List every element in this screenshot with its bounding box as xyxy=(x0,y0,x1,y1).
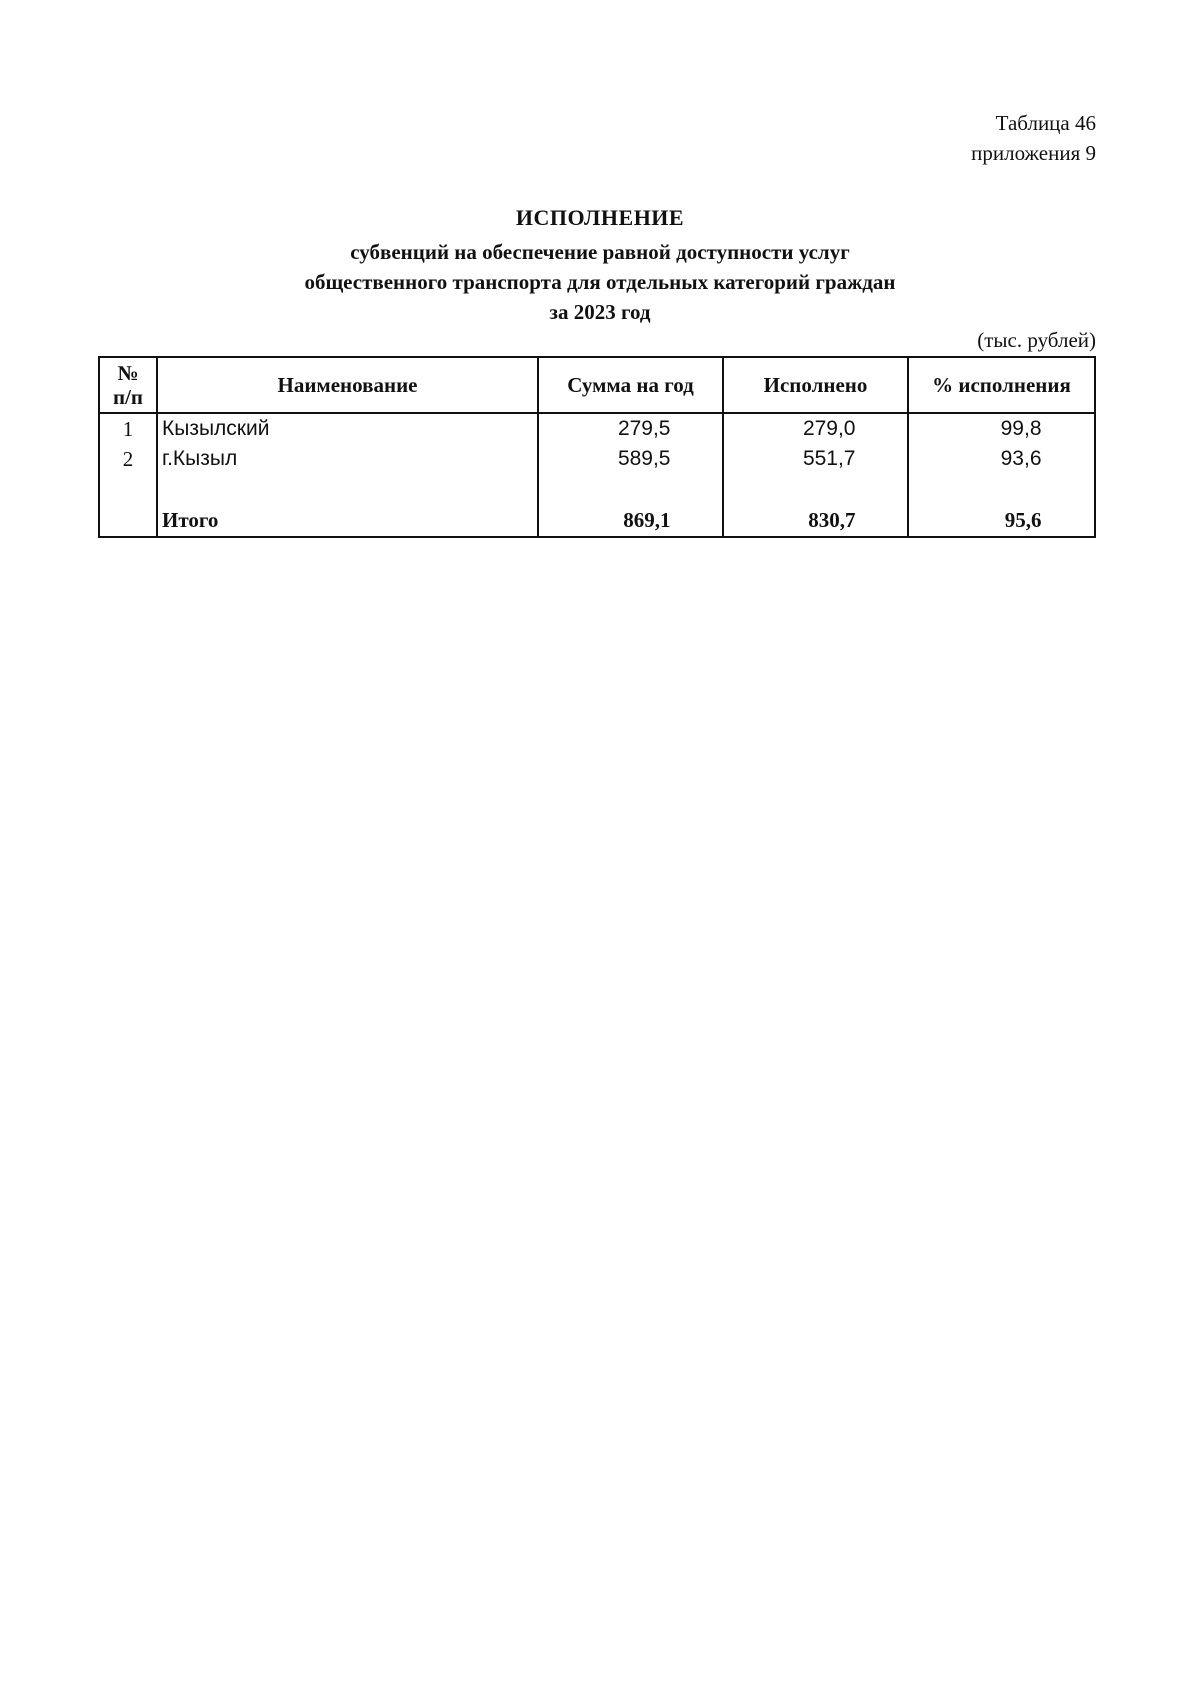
row-planned: 279,5 xyxy=(617,417,671,440)
table-reference xyxy=(971,108,1096,168)
row-number: 1 xyxy=(99,413,157,444)
row-percent-cell xyxy=(908,413,1095,444)
total-planned: 869,1 xyxy=(623,507,671,532)
row-planned-cell xyxy=(538,413,723,444)
total-percent-cell xyxy=(908,504,1095,537)
row-executed-cell xyxy=(723,444,908,474)
table-row xyxy=(99,413,1095,444)
table-spacer-row xyxy=(99,474,1095,504)
table-number: Таблица 46 xyxy=(995,111,1096,135)
title-line-2: общественного транспорта для отдельных категорий граждан xyxy=(304,270,896,294)
header-planned: Сумма на год xyxy=(538,357,723,413)
total-name: Итого xyxy=(157,504,538,537)
units-label: (тыс. рублей) xyxy=(977,328,1096,352)
row-percent: 99,8 xyxy=(1000,417,1042,440)
header-number-line-2: п/п xyxy=(112,385,144,409)
spacer-cell xyxy=(538,474,723,504)
spacer-cell xyxy=(908,474,1095,504)
row-executed: 551,7 xyxy=(802,447,856,470)
header-name: Наименование xyxy=(157,357,538,413)
total-executed: 830,7 xyxy=(808,507,856,532)
title-line-1: субвенций на обеспечение равной доступности услуг xyxy=(350,240,850,264)
row-name: Кызылский xyxy=(157,413,538,444)
row-executed: 279,0 xyxy=(802,417,856,440)
title-line-3: за 2023 год xyxy=(549,300,651,324)
total-planned-cell xyxy=(538,504,723,537)
header-executed: Исполнено xyxy=(723,357,908,413)
table-total-row xyxy=(99,504,1095,537)
row-number: 2 xyxy=(99,444,157,474)
row-planned: 589,5 xyxy=(617,447,671,470)
spacer-cell xyxy=(723,474,908,504)
header-percent: % исполнения xyxy=(908,357,1095,413)
row-name: г.Кызыл xyxy=(157,444,538,474)
total-percent: 95,6 xyxy=(1004,507,1042,532)
row-percent-cell xyxy=(908,444,1095,474)
execution-table xyxy=(98,356,1096,538)
document-title xyxy=(0,203,1200,327)
total-executed-cell xyxy=(723,504,908,537)
row-percent: 93,6 xyxy=(1000,447,1042,470)
table-row xyxy=(99,444,1095,474)
total-number xyxy=(99,504,157,537)
header-number xyxy=(99,357,157,413)
table-header-row xyxy=(99,357,1095,413)
row-executed-cell xyxy=(723,413,908,444)
spacer-cell xyxy=(99,474,157,504)
appendix-number: приложения 9 xyxy=(971,141,1096,165)
title-main: ИСПОЛНЕНИЕ xyxy=(515,205,685,230)
spacer-cell xyxy=(157,474,538,504)
header-number-line-1: № xyxy=(117,361,139,385)
row-planned-cell xyxy=(538,444,723,474)
